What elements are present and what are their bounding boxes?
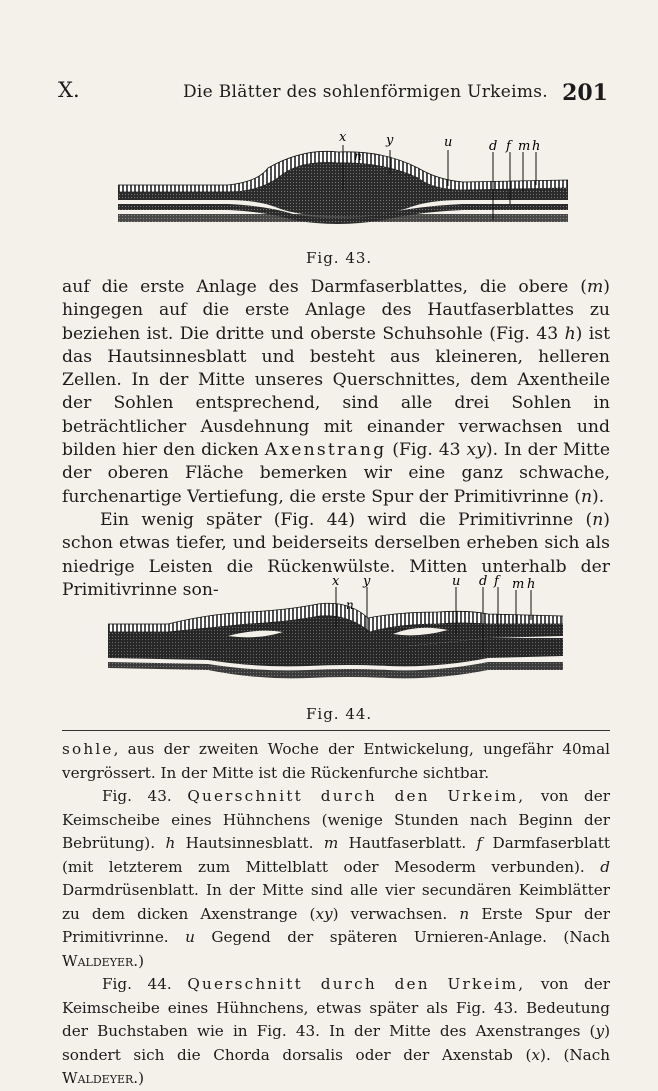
footnote-continuation: sohle, aus der zweiten Woche der Entwickelung, ungefähr 40mal vergrössert. In der Mitte ist die Rückenfurche sichtbar.: [62, 740, 610, 782]
fig43-label-n: n: [354, 149, 362, 163]
fig43-label-x: x: [339, 130, 347, 145]
fig43-label-d: d: [489, 139, 498, 154]
figure-43-caption: Fig. 43.: [306, 249, 373, 267]
fig44-label-d: d: [479, 574, 488, 589]
paragraph-2: Ein wenig später (Fig. 44) wird die Primitivrinne (n) schon etwas tiefer, und beiderseits derselben erheben sich als niedrige Leisten die Rückenwülste. Mitten unterhalb der Primitivrinne son-: [62, 509, 610, 600]
fig43-label-f: f: [506, 139, 511, 154]
paragraph-1: auf die erste Anlage des Darmfaserblattes, die obere (m) hingegen auf die erste Anlage des Hautfaserblattes zu beziehen ist. Die dritte und oberste Schuhsohle (Fig. 43 h) ist das Hautsinnesblatt und besteht aus kleineren, helleren Zellen. In der Mitte unseres Querschnittes, dem Axentheile der Sohlen entsprechend, sind alle drei Sohlen in beträchtlicher Ausdehnung mit einander verwachsen und bilden hier den dicken Axenstrang (Fig. 43 xy). In der Mitte der oberen Fläche bemerken wir eine ganz schwache, furchenartige Vertiefung, die erste Spur der Primitivrinne (n).: [62, 277, 611, 507]
figure-43-illustration: [118, 130, 568, 235]
fig43-label-m: m: [518, 139, 531, 154]
fig44-label-x: x: [332, 574, 340, 589]
chapter-number: X.: [58, 78, 80, 102]
figure-44-caption: Fig. 44.: [306, 705, 373, 723]
fig43-label-h: h: [532, 139, 541, 154]
main-text: [62, 276, 610, 602]
running-header: [58, 78, 608, 108]
fig44-label-h: h: [527, 577, 536, 592]
figure-44-illustration: [108, 572, 563, 702]
page-number: 201: [562, 80, 608, 106]
fig44-label-y: y: [363, 574, 371, 589]
footnotes: [62, 738, 610, 1091]
legend-fig-44: Fig. 44. Querschnitt durch den Urkeim, von der Keimscheibe eines Hühnchens, etwas später als Fig. 43. Bedeutung der Buchstaben wie in Fig. 43. In der Mitte des Axenstranges (y) sondert sich die Chorda dorsalis oder der Axenstab (x). (Nach Waldeyer.): [62, 975, 610, 1087]
fig44-label-n: n: [346, 598, 354, 612]
fig43-label-y: y: [386, 133, 394, 148]
fig44-label-f: f: [494, 574, 499, 589]
running-title: Die Blätter des sohlenförmigen Urkeims.: [183, 82, 548, 102]
figure-44: [108, 572, 563, 702]
fig44-label-m: m: [512, 577, 525, 592]
fig44-label-u: u: [452, 574, 461, 589]
footnote-rule: [62, 730, 610, 731]
legend-fig-43: Fig. 43. Querschnitt durch den Urkeim, von der Keimscheibe eines Hühnchens (wenige Stunden nach Beginn der Bebrütung). h Hautsinnesblatt. m Hautfaserblatt. f Darmfaserblatt (mit letzterem zum Mittelblatt oder Mesoderm verbunden). d Darmdrüsenblatt. In der Mitte sind alle vier secundären Keimblätter zu dem dicken Axenstrange (xy) verwachsen. n Erste Spur der Primitivrinne. u Gegend der späteren Urnieren-Anlage. (Nach Waldeyer.): [62, 787, 610, 970]
figure-43: [118, 130, 568, 235]
fig43-label-u: u: [444, 135, 453, 150]
